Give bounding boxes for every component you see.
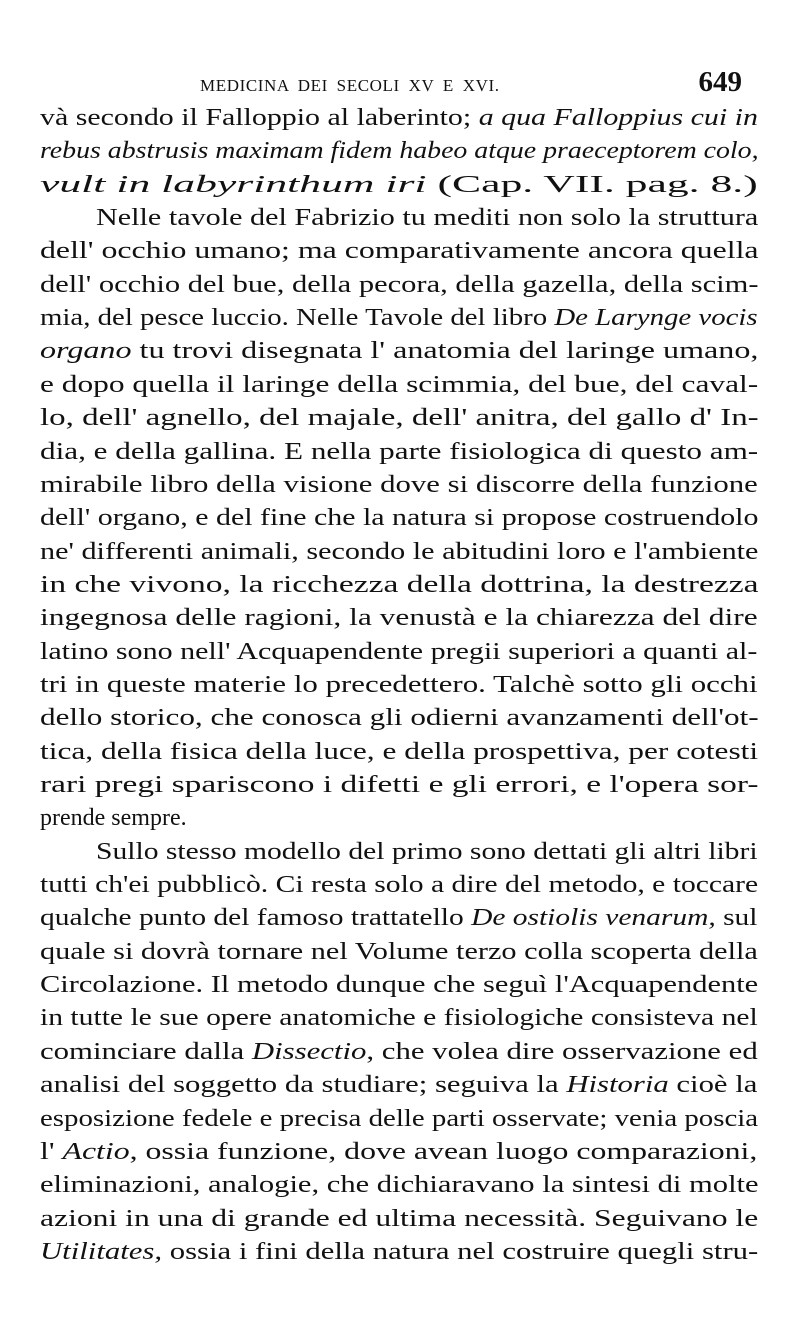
italic-text: organo bbox=[40, 338, 132, 365]
text-line bbox=[40, 102, 758, 135]
text-run: esposizione fedele e precisa delle parti osservate; venia poscia bbox=[40, 1105, 759, 1132]
text-line bbox=[40, 669, 758, 702]
italic-text: De ostiolis venarum, bbox=[471, 905, 716, 932]
text-line bbox=[40, 1203, 758, 1236]
text-run: rari pregi spariscono i difetti e gli errori, e l'opera sor- bbox=[40, 772, 759, 798]
text-run: dia, e della gallina. E nella parte fisiologica di questo am- bbox=[40, 438, 759, 465]
text-line bbox=[40, 969, 758, 1002]
italic-text: vult in labyrinthum iri bbox=[40, 171, 427, 198]
text-line bbox=[40, 802, 187, 835]
text-run: Sullo stesso modello del primo sono dettati gli altri libri bbox=[96, 838, 758, 865]
page-header bbox=[200, 66, 750, 106]
text-run: prende sempre. bbox=[40, 805, 187, 832]
text-run: mia, del pesce luccio. Nelle Tavole del libro bbox=[40, 305, 555, 332]
text-run: , che volea dire osservazione ed bbox=[366, 1038, 758, 1065]
text-line bbox=[40, 436, 758, 469]
text-line bbox=[40, 335, 758, 368]
text-line bbox=[40, 536, 758, 569]
italic-text: a qua Falloppius cui in bbox=[478, 105, 758, 131]
text-line bbox=[40, 402, 759, 435]
text-line bbox=[40, 469, 758, 502]
text-run: cioè la bbox=[668, 1072, 758, 1099]
text-line bbox=[40, 869, 758, 902]
text-run: tutti ch'ei pubblicò. Ci resta solo a dire del metodo, e toccare bbox=[40, 872, 759, 899]
italic-text: rebus abstrusis maximam fidem habeo atque praeceptorem colo, bbox=[40, 138, 759, 165]
text-run: tu trovi disegnata l' anatomia del laringe umano, bbox=[131, 338, 759, 365]
text-line bbox=[40, 302, 758, 335]
running-title: MEDICINA DEI SECOLI XV E XVI. bbox=[200, 76, 500, 95]
text-line bbox=[96, 202, 758, 235]
text-run: dell' occhio del bue, della pecora, della gazella, della scim- bbox=[40, 271, 759, 298]
text-run: analisi del soggetto da studiare; seguiva la bbox=[40, 1072, 567, 1099]
text-run: mirabile libro della visione dove si discorre della funzione bbox=[40, 471, 758, 498]
italic-text: Actio bbox=[62, 1138, 130, 1165]
text-line bbox=[40, 1236, 758, 1269]
text-run: tica, della fisica della luce, e della prospettiva, per cotesti bbox=[40, 738, 759, 765]
italic-text: Utilitates, bbox=[40, 1238, 163, 1265]
text-line bbox=[40, 169, 758, 202]
text-line bbox=[40, 1036, 758, 1069]
text-line bbox=[40, 936, 758, 969]
text-line bbox=[40, 602, 758, 635]
text-line bbox=[40, 235, 759, 268]
text-run: dell' organo, e del fine che la natura si propose costruendolo bbox=[40, 505, 759, 532]
text-run: ingegnosa delle ragioni, la venustà e la chiarezza del dire bbox=[40, 605, 758, 632]
text-run: Circolazione. Il metodo dunque che seguì l'Acquapendente bbox=[40, 972, 759, 999]
text-run: dello storico, che conosca gli odierni avanzamenti dell'ot- bbox=[40, 705, 759, 732]
text-run: Nelle tavole del Fabrizio tu mediti non solo la struttura bbox=[96, 205, 759, 232]
text-line bbox=[40, 769, 758, 802]
text-run: ne' differenti animali, secondo le abitudini loro e l'ambiente bbox=[40, 538, 759, 565]
text-run: eliminazioni, analogie, che dichiaravano la sintesi di molte bbox=[40, 1172, 759, 1199]
text-run: , ossia funzione, dove avean luogo comparazioni, bbox=[129, 1138, 758, 1165]
text-line bbox=[40, 636, 757, 669]
page-number: 649 bbox=[698, 66, 742, 98]
text-line bbox=[40, 1069, 757, 1102]
text-run: in che vivono, la ricchezza della dottrina, la destrezza bbox=[40, 571, 759, 598]
text-line bbox=[96, 836, 758, 869]
text-line bbox=[40, 736, 758, 769]
text-run: và secondo il Falloppio al laberinto; bbox=[40, 105, 479, 131]
text-run: ossia i fini della natura nel costruire quegli stru- bbox=[162, 1238, 759, 1265]
text-run: in tutte le sue opere anatomiche e fisiologiche consisteva nel bbox=[40, 1005, 758, 1032]
text-run: sul bbox=[715, 905, 758, 932]
text-line bbox=[40, 902, 757, 935]
text-line bbox=[40, 135, 759, 168]
text-line bbox=[40, 702, 759, 735]
text-line bbox=[40, 569, 759, 602]
text-run: quale si dovrà tornare nel Volume terzo colla scoperta della bbox=[40, 938, 758, 965]
italic-text: Historia bbox=[566, 1072, 669, 1099]
text-line bbox=[40, 1136, 757, 1169]
text-run: l' bbox=[40, 1138, 63, 1165]
text-line bbox=[40, 369, 758, 402]
text-line bbox=[40, 269, 759, 302]
text-run: lo, dell' agnello, del majale, dell' anitra, del gallo d' In- bbox=[40, 405, 759, 432]
text-line bbox=[40, 502, 758, 535]
text-run: cominciare dalla bbox=[40, 1038, 252, 1065]
text-run: dell' occhio umano; ma comparativamente ancora quella bbox=[40, 238, 759, 265]
text-run: qualche punto del famoso trattatello bbox=[40, 905, 472, 932]
italic-text: De Larynge vocis bbox=[554, 305, 758, 332]
text-run: latino sono nell' Acquapendente pregii superiori a quanti al- bbox=[40, 638, 758, 665]
text-line bbox=[40, 1002, 758, 1035]
text-run: e dopo quella il laringe della scimmia, del bue, del caval- bbox=[40, 371, 759, 398]
text-line bbox=[40, 1103, 758, 1136]
text-run: azioni in una di grande ed ultima necessità. Seguivano le bbox=[40, 1205, 759, 1232]
text-run: tri in queste materie lo precedettero. Talchè sotto gli occhi bbox=[40, 671, 758, 698]
text-run: (Cap. VII. pag. 8.) bbox=[426, 171, 758, 198]
italic-text: Dissectio bbox=[251, 1038, 367, 1065]
text-line bbox=[40, 1169, 759, 1202]
